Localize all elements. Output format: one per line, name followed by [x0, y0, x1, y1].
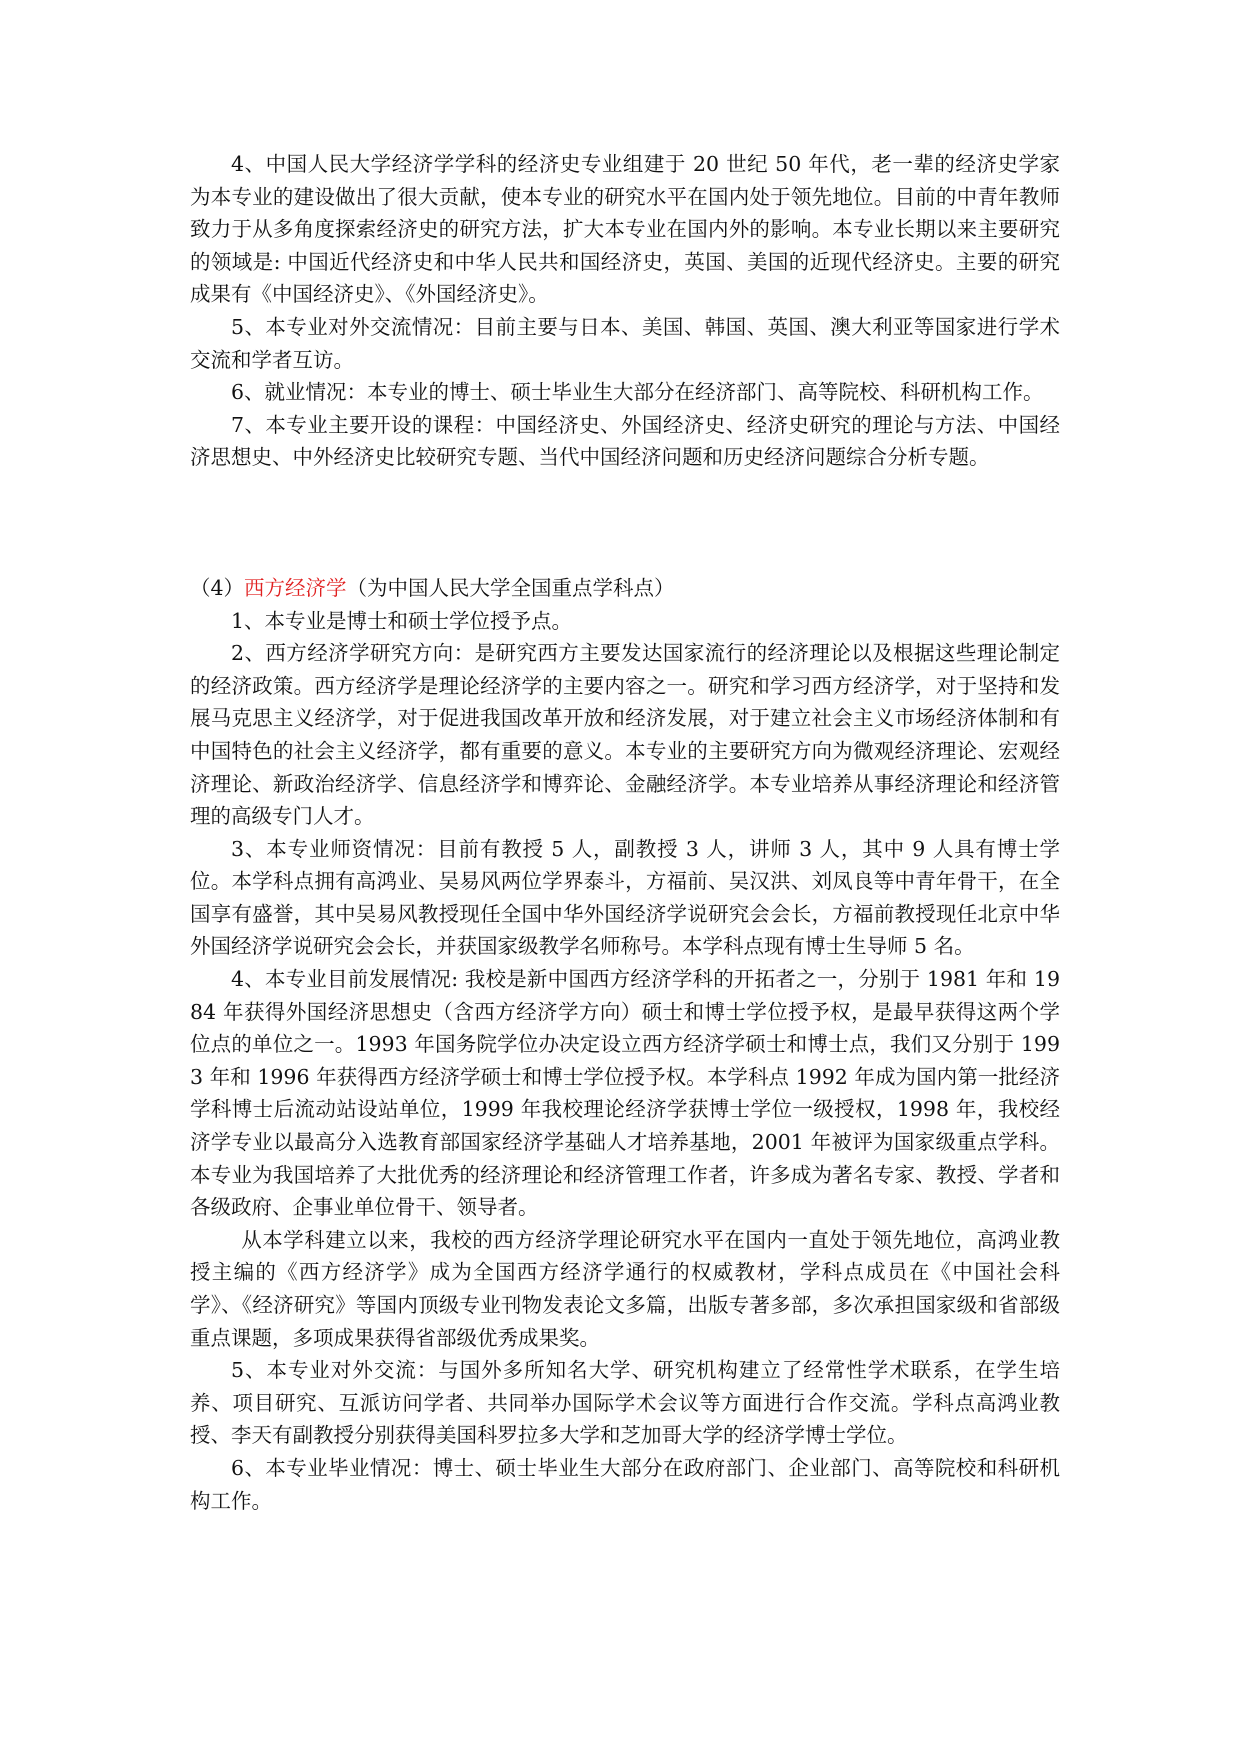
paragraph-history-overview: 4、中国人民大学经济学学科的经济史专业组建于 20 世纪 50 年代，老一辈的经济史学家为本专业的建设做出了很大贡献，使本专业的研究水平在国内处于领先地位。目前的中青年教师致力于从多角度探索经济史的研究方法，扩大本专业在国内外的影响。本专业长期以来主要研究的领域是: 中国近代经济史和中华人民共和国经济史，英国、美国的近现代经济史。主要的研究成果有《中国经济史》、《外国经济史》。 [190, 152, 1060, 307]
paragraph-history-exchange: 5、本专业对外交流情况：目前主要与日本、美国、韩国、英国、澳大利亚等国家进行学术交流和学者互访。 [190, 314, 1060, 372]
section-spacer [190, 474, 1060, 572]
paragraph-faculty: 3、本专业师资情况：目前有教授 5 人，副教授 3 人，讲师 3 人，其中 9 人具有博士学位。本学科点拥有高鸿业、吴易风两位学界泰斗，方福前、吴汉洪、刘凤良等中青年骨干，在全国享有盛誉，其中吴易风教授现任全国中华外国经济学说研究会会长，方福前教授现任北京中华外国经济学说研究会会长，并获国家级教学名师称号。本学科点现有博士生导师 5 名。 [190, 836, 1060, 959]
paragraph-history-courses: 7、本专业主要开设的课程：中国经济史、外国经济史、经济史研究的理论与方法、中国经济思想史、中外经济史比较研究专题、当代中国经济问题和历史经济问题综合分析专题。 [190, 412, 1060, 470]
section-heading [190, 572, 1060, 605]
paragraph-exchange: 5、本专业对外交流：与国外多所知名大学、研究机构建立了经常性学术联系，在学生培养、项目研究、互派访问学者、共同举办国际学术会议等方面进行合作交流。学科点高鸿业教授、李天有副教授分别获得美国科罗拉多大学和芝加哥大学的经济学博士学位。 [190, 1358, 1060, 1448]
paragraph-research-level: 从本学科建立以来，我校的西方经济学理论研究水平在国内一直处于领先地位，高鸿业教授主编的《西方经济学》成为全国西方经济学通行的权威教材，学科点成员在《中国社会科学》、《经济研究》等国内顶级专业刊物发表论文多篇，出版专著多部，多次承担国家级和省部级重点课题，多项成果获得省部级优秀成果奖。 [190, 1227, 1060, 1350]
economic-history-block [190, 148, 1060, 474]
paragraph-graduates: 6、本专业毕业情况：博士、硕士毕业生大部分在政府部门、企业部门、高等院校和科研机构工作。 [190, 1455, 1060, 1513]
western-economics-section [190, 572, 1060, 1517]
paragraph-development: 4、本专业目前发展情况: 我校是新中国西方经济学科的开拓者之一，分别于 1981 年和 1984 年获得外国经济思想史（含西方经济学方向）硕士和博士学位授予权，是最早获得这两个学位点的单位之一。1993 年国务院学位办决定设立西方经济学硕士和博士点，我们又分别于 1993 年和 1996 年获得西方经济学硕士和博士学位授予权。本学科点 1992 年成为国内第一批经济学科博士后流动站设站单位，1999 年我校理论经济学获博士学位一级授权，1998 年，我校经济学专业以最高分入选教育部国家经济学基础人才培养基地，2001 年被评为国家级重点学科。本专业为我国培养了大批优秀的经济理论和经济管理工作者，许多成为著名专家、教授、学者和各级政府、企事业单位骨干、领导者。 [190, 967, 1060, 1220]
document-page [190, 148, 1060, 1517]
paragraph-history-employment: 6、就业情况：本专业的博士、硕士毕业生大部分在经济部门、高等院校、科研机构工作。 [231, 380, 1044, 405]
section-heading-name: 西方经济学 [244, 575, 347, 600]
section-heading-number: （4） [190, 575, 245, 600]
paragraph-degree: 1、本专业是博士和硕士学位授予点。 [231, 608, 573, 633]
paragraph-research-direction: 2、西方经济学研究方向：是研究西方主要发达国家流行的经济理论以及根据这些理论制定的经济政策。西方经济学是理论经济学的主要内容之一。研究和学习西方经济学，对于坚持和发展马克思主义经济学，对于促进我国改革开放和经济发展，对于建立社会主义市场经济体制和有中国特色的社会主义经济学，都有重要的意义。本专业的主要研究方向为微观经济理论、宏观经济理论、新政治经济学、信息经济学和博弈论、金融经济学。本专业培养从事经济理论和经济管理的高级专门人才。 [190, 641, 1060, 829]
section-heading-note: （为中国人民大学全国重点学科点） [346, 575, 675, 600]
